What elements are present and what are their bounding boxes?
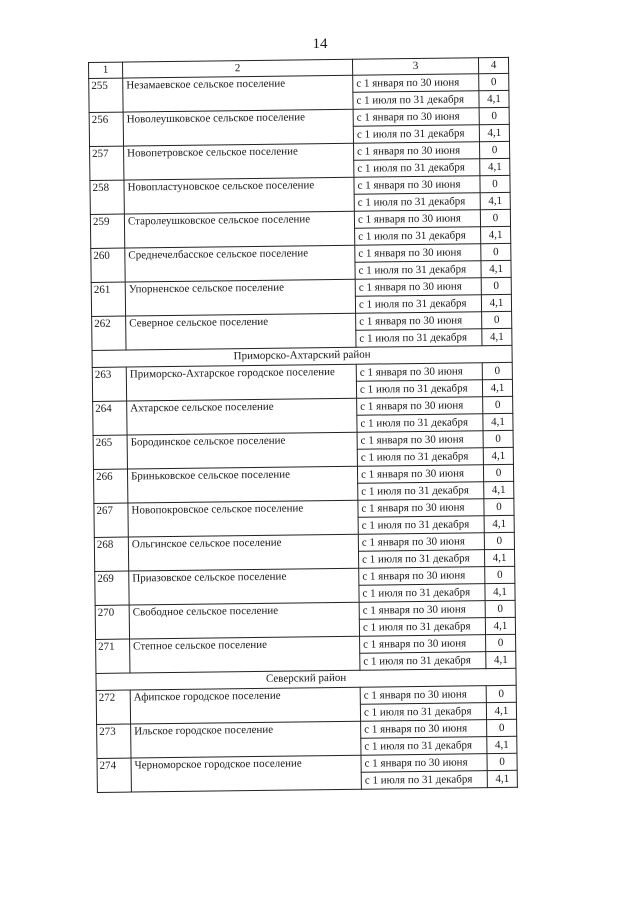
value-second-half: 4,1 xyxy=(484,549,514,566)
row-number: 258 xyxy=(90,180,124,214)
row-number: 268 xyxy=(94,537,128,571)
column-header-1: 1 xyxy=(89,62,123,78)
column-header-3: 3 xyxy=(352,58,478,76)
row-number: 267 xyxy=(94,503,128,537)
row-number: 260 xyxy=(91,248,125,282)
value-first-half: 0 xyxy=(479,107,509,124)
row-number: 255 xyxy=(89,78,123,112)
value-first-half: 0 xyxy=(484,498,514,515)
period-first-half: с 1 января по 30 июня xyxy=(353,108,479,127)
period-second-half: с 1 июля по 31 декабря xyxy=(355,295,481,314)
period-second-half: с 1 июля по 31 декабря xyxy=(353,125,479,144)
value-second-half: 4,1 xyxy=(485,617,515,634)
row-number: 256 xyxy=(89,112,123,146)
period-second-half: с 1 июля по 31 декабря xyxy=(361,737,487,756)
settlement-name: Бриньковское сельское поселение xyxy=(127,466,357,503)
row-number: 271 xyxy=(96,639,130,673)
row-number: 261 xyxy=(91,282,125,316)
value-second-half: 4,1 xyxy=(480,158,510,175)
period-second-half: с 1 июля по 31 декабря xyxy=(361,771,487,790)
value-second-half: 4,1 xyxy=(483,413,513,430)
row-number: 266 xyxy=(93,469,127,503)
value-second-half: 4,1 xyxy=(481,226,511,243)
settlement-name: Новолеушковское сельское поселение xyxy=(123,109,353,146)
period-second-half: с 1 июля по 31 декабря xyxy=(359,618,485,637)
settlement-name: Степное сельское поселение xyxy=(130,636,360,673)
period-second-half: с 1 июля по 31 декабря xyxy=(358,482,484,501)
value-second-half: 4,1 xyxy=(479,90,509,107)
value-second-half: 4,1 xyxy=(482,328,512,345)
period-second-half: с 1 июля по 31 декабря xyxy=(356,380,482,399)
period-first-half: с 1 января по 30 июня xyxy=(358,533,484,552)
row-number: 270 xyxy=(95,605,129,639)
settlement-name: Афипское городское поселение xyxy=(130,687,360,724)
row-number: 262 xyxy=(92,316,126,350)
column-header-4: 4 xyxy=(478,57,508,73)
value-second-half: 4,1 xyxy=(487,736,517,753)
settlement-name: Ильское городское поселение xyxy=(131,721,361,758)
page-number: 14 xyxy=(312,36,328,52)
period-first-half: с 1 января по 30 июня xyxy=(357,397,483,416)
row-number: 273 xyxy=(97,724,131,758)
period-second-half: с 1 июля по 31 декабря xyxy=(359,584,485,603)
period-first-half: с 1 января по 30 июня xyxy=(355,278,481,297)
period-first-half: с 1 января по 30 июня xyxy=(353,74,479,93)
value-second-half: 4,1 xyxy=(482,379,512,396)
row-number: 257 xyxy=(90,146,124,180)
region-heading: Приморско-Ахтарский район xyxy=(92,345,512,367)
value-second-half: 4,1 xyxy=(486,651,516,668)
settlement-name: Северное сельское поселение xyxy=(126,313,356,350)
row-number: 263 xyxy=(92,367,126,401)
value-first-half: 0 xyxy=(480,175,510,192)
value-first-half: 0 xyxy=(482,311,512,328)
value-second-half: 4,1 xyxy=(479,124,509,141)
value-first-half: 0 xyxy=(480,209,510,226)
settlement-name: Приазовское сельское поселение xyxy=(129,568,359,605)
region-heading: Северский район xyxy=(96,668,516,690)
settlement-name: Приморско-Ахтарское городское поселение xyxy=(126,364,356,401)
period-first-half: с 1 января по 30 июня xyxy=(357,431,483,450)
value-first-half: 0 xyxy=(480,141,510,158)
settlement-name: Упорненское сельское поселение xyxy=(125,279,355,316)
value-first-half: 0 xyxy=(481,243,511,260)
period-first-half: с 1 января по 30 июня xyxy=(354,176,480,195)
period-first-half: с 1 января по 30 июня xyxy=(356,363,482,382)
value-first-half: 0 xyxy=(487,753,517,770)
period-second-half: с 1 июля по 31 декабря xyxy=(353,91,479,110)
value-first-half: 0 xyxy=(481,277,511,294)
row-number: 269 xyxy=(95,571,129,605)
period-second-half: с 1 июля по 31 декабря xyxy=(355,227,481,246)
settlement-name: Свободное сельское поселение xyxy=(129,602,359,639)
value-first-half: 0 xyxy=(483,464,513,481)
row-number: 274 xyxy=(97,758,131,792)
period-first-half: с 1 января по 30 июня xyxy=(360,635,486,654)
value-first-half: 0 xyxy=(484,532,514,549)
period-first-half: с 1 января по 30 июня xyxy=(357,465,483,484)
value-first-half: 0 xyxy=(485,566,515,583)
period-first-half: с 1 января по 30 июня xyxy=(358,499,484,518)
settlement-name: Новопокровское сельское поселение xyxy=(128,500,358,537)
row-number: 264 xyxy=(93,401,127,435)
value-first-half: 0 xyxy=(487,719,517,736)
period-second-half: с 1 июля по 31 декабря xyxy=(360,652,486,671)
period-second-half: с 1 июля по 31 декабря xyxy=(354,159,480,178)
period-second-half: с 1 июля по 31 декабря xyxy=(358,550,484,569)
period-first-half: с 1 января по 30 июня xyxy=(360,686,486,705)
value-first-half: 0 xyxy=(486,685,516,702)
period-second-half: с 1 июля по 31 декабря xyxy=(360,703,486,722)
settlement-name: Ольгинское сельское поселение xyxy=(128,534,358,571)
period-first-half: с 1 января по 30 июня xyxy=(356,312,482,331)
column-header-2: 2 xyxy=(123,59,353,78)
period-first-half: с 1 января по 30 июня xyxy=(354,210,480,229)
period-second-half: с 1 июля по 31 декабря xyxy=(356,329,482,348)
period-second-half: с 1 июля по 31 декабря xyxy=(355,261,481,280)
row-number: 265 xyxy=(93,435,127,469)
period-first-half: с 1 января по 30 июня xyxy=(359,567,485,586)
value-first-half: 0 xyxy=(483,430,513,447)
value-second-half: 4,1 xyxy=(486,702,516,719)
period-second-half: с 1 июля по 31 декабря xyxy=(354,193,480,212)
row-number: 259 xyxy=(90,214,124,248)
value-second-half: 4,1 xyxy=(484,481,514,498)
value-second-half: 4,1 xyxy=(483,447,513,464)
period-first-half: с 1 января по 30 июня xyxy=(355,244,481,263)
value-second-half: 4,1 xyxy=(485,583,515,600)
period-first-half: с 1 января по 30 июня xyxy=(361,720,487,739)
settlement-name: Новопластуновское сельское поселение xyxy=(124,177,354,214)
value-second-half: 4,1 xyxy=(484,515,514,532)
period-first-half: с 1 января по 30 июня xyxy=(361,754,487,773)
settlement-name: Незамаевское сельское поселение xyxy=(123,75,353,112)
value-second-half: 4,1 xyxy=(480,192,510,209)
settlement-name: Среднечелбасское сельское поселение xyxy=(125,245,355,282)
settlement-name: Бородинское сельское поселение xyxy=(127,432,357,469)
value-second-half: 4,1 xyxy=(487,770,517,787)
value-first-half: 0 xyxy=(482,362,512,379)
period-second-half: с 1 июля по 31 декабря xyxy=(357,448,483,467)
value-first-half: 0 xyxy=(486,634,516,651)
period-second-half: с 1 июля по 31 декабря xyxy=(358,516,484,535)
value-first-half: 0 xyxy=(479,73,509,90)
period-first-half: с 1 января по 30 июня xyxy=(354,142,480,161)
settlement-name: Старолеушковское сельское поселение xyxy=(124,211,354,248)
tariff-table xyxy=(88,57,518,793)
settlement-name: Новопетровское сельское поселение xyxy=(124,143,354,180)
value-second-half: 4,1 xyxy=(481,260,511,277)
row-number: 272 xyxy=(96,690,130,724)
value-first-half: 0 xyxy=(485,600,515,617)
settlement-name: Черноморское городское поселение xyxy=(131,755,361,792)
value-first-half: 0 xyxy=(483,396,513,413)
period-second-half: с 1 июля по 31 декабря xyxy=(357,414,483,433)
settlement-name: Ахтарское сельское поселение xyxy=(127,398,357,435)
value-second-half: 4,1 xyxy=(481,294,511,311)
period-first-half: с 1 января по 30 июня xyxy=(359,601,485,620)
